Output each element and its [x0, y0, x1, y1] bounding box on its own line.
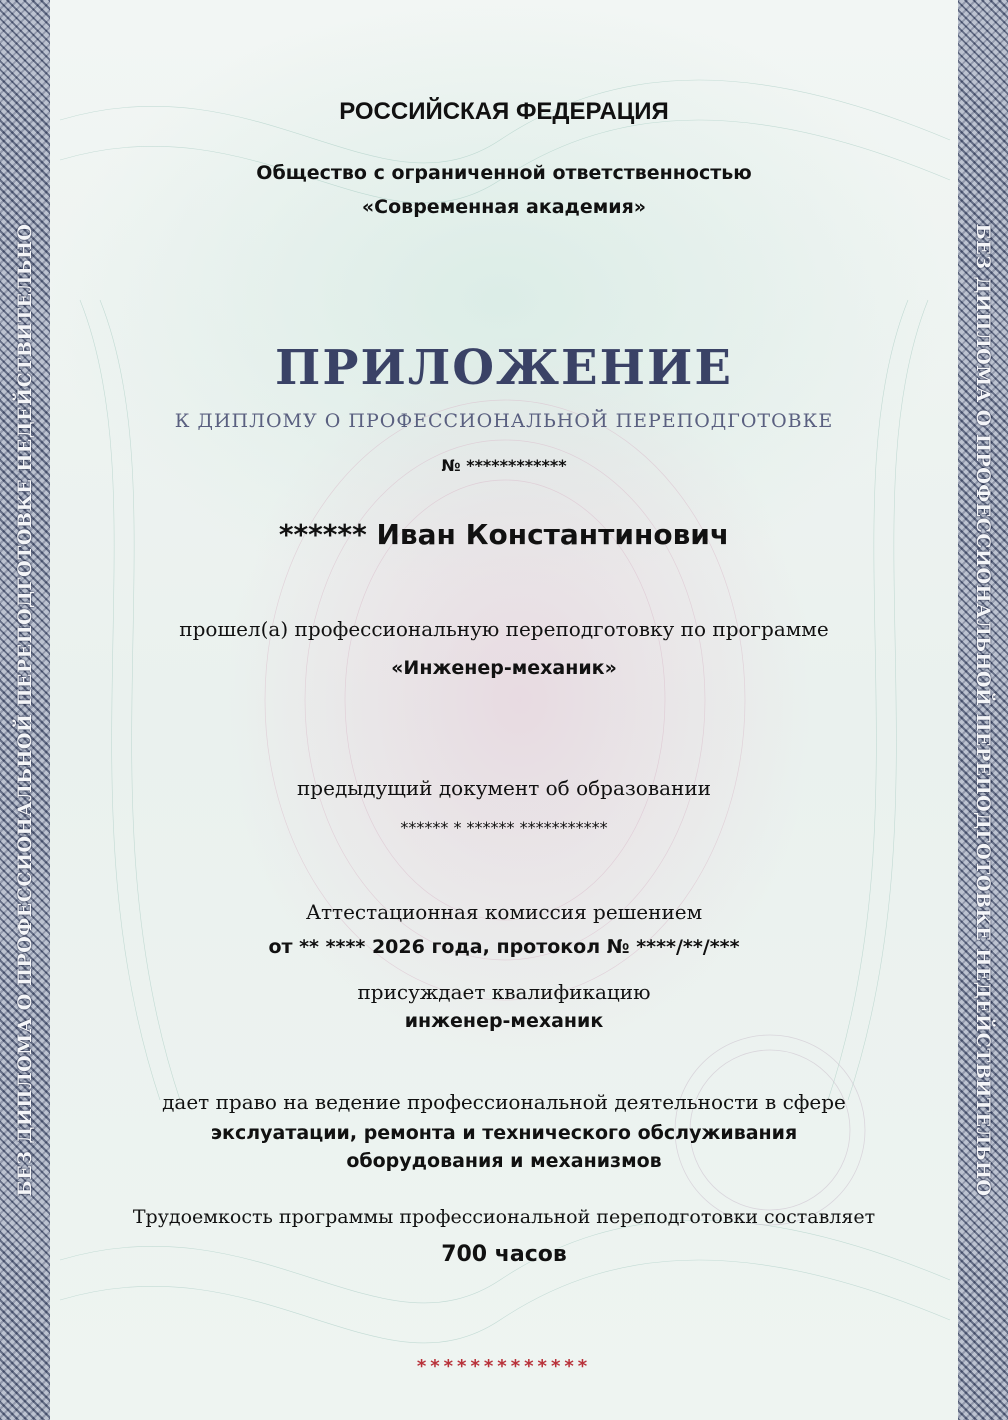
labor-intensity-intro: Трудоемкость программы профессиональной переподготовки составляет — [132, 1206, 876, 1228]
previous-document-value: ****** * ****** *********** — [400, 818, 608, 837]
organization-type: Общество с ограниченной ответственностью — [256, 162, 752, 184]
labor-hours: 700 часов — [441, 1242, 567, 1267]
serial-number: ************* — [416, 1356, 592, 1377]
holder-name: ****** Иван Константинович — [278, 518, 730, 551]
document-subtitle: К ДИПЛОМУ О ПРОФЕССИОНАЛЬНОЙ ПЕРЕПОДГОТОВКЕ — [174, 410, 834, 432]
border-warning-text-right: БЕЗ ДИПЛОМА О ПРОФЕССИОНАЛЬНОЙ ПЕРЕПОДГОТОВКЕ НЕДЕЙСТВИТЕЛЬНО — [972, 223, 994, 1197]
country-heading: РОССИЙСКАЯ ФЕДЕРАЦИЯ — [339, 98, 669, 125]
qualification-name: инженер-механик — [404, 1010, 604, 1032]
commission-intro: Аттестационная комиссия решением — [305, 900, 703, 924]
document-title: ПРИЛОЖЕНИЕ — [275, 340, 733, 396]
document-number: № ************ — [441, 456, 567, 475]
security-border-left — [0, 0, 50, 1420]
organization-name: «Современная академия» — [361, 196, 647, 218]
program-intro: прошел(а) профессиональную переподготовку по программе — [179, 617, 829, 641]
awards-qualification-label: присуждает квалификацию — [357, 980, 651, 1004]
previous-document-label: предыдущий документ об образовании — [296, 776, 712, 800]
protocol-line: от ** **** 2026 года, протокол № ****/**/*** — [268, 936, 740, 958]
program-name: «Инженер-механик» — [391, 657, 617, 679]
border-warning-text-left: БЕЗ ДИПЛОМА О ПРОФЕССИОНАЛЬНОЙ ПЕРЕПОДГОТОВКЕ НЕДЕЙСТВИТЕЛЬНО — [14, 223, 36, 1197]
rights-intro: дает право на ведение профессиональной деятельности в сфере — [162, 1090, 846, 1114]
activity-sphere-line2: оборудования и механизмов — [346, 1150, 662, 1172]
security-border-right — [958, 0, 1008, 1420]
activity-sphere-line1: экслуатации, ремонта и технического обслуживания — [210, 1122, 798, 1144]
